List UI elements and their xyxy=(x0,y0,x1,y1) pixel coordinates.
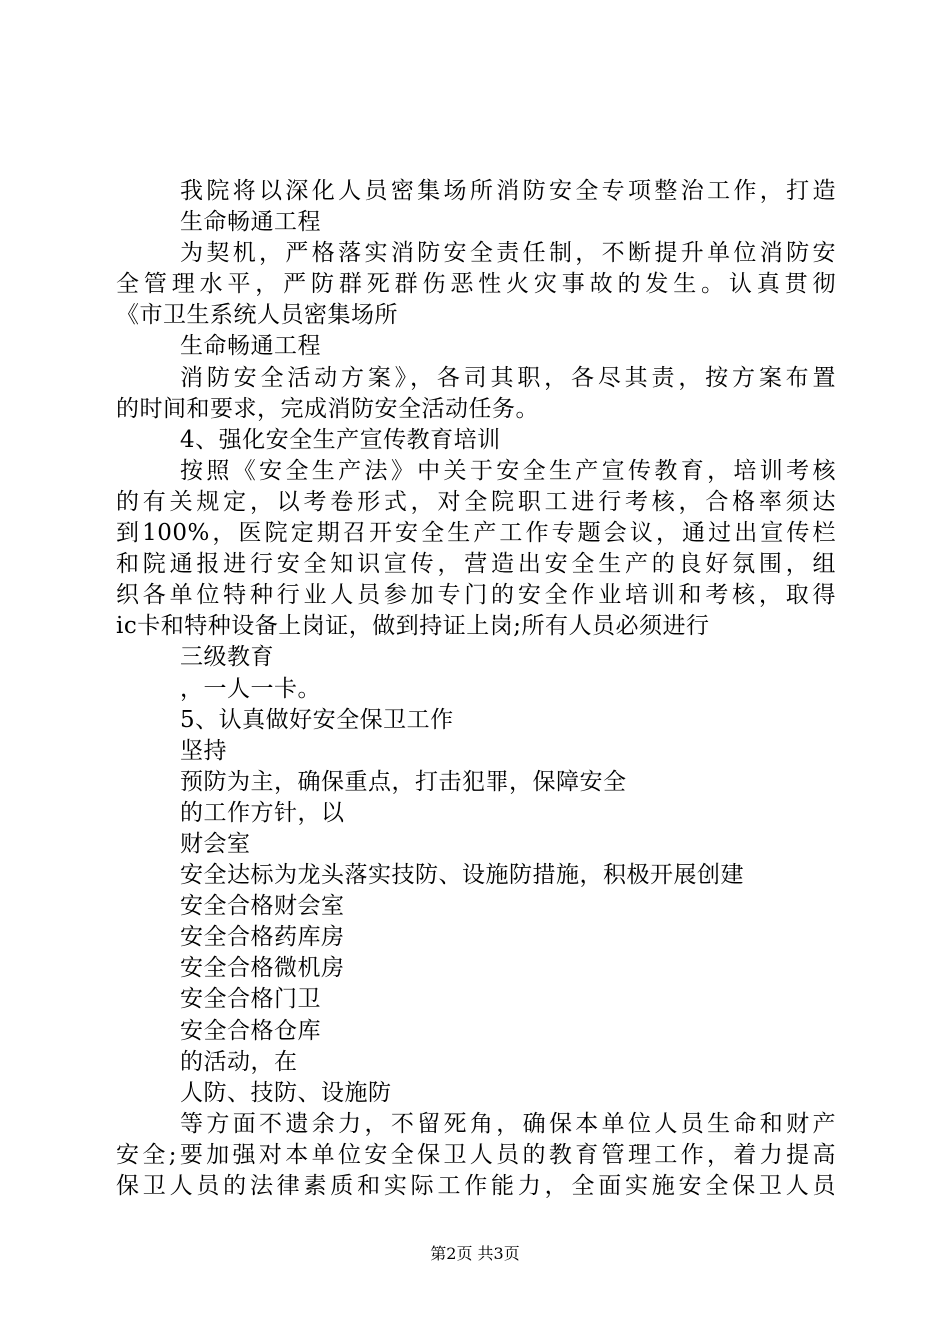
text-line: 安全;要加强对本单位安全保卫人员的教育管理工作，着力提高 xyxy=(116,1141,836,1168)
text-line: 坚持 xyxy=(180,737,227,764)
text-line: 到100%，医院定期召开安全生产工作专题会议，通过出宣传栏 xyxy=(116,520,836,547)
text-line: 生命畅通工程 xyxy=(180,333,321,360)
text-line: 织各单位特种行业人员参加专门的安全作业培训和考核，取得 xyxy=(116,582,836,609)
text-line: 保卫人员的法律素质和实际工作能力，全面实施安全保卫人员 xyxy=(116,1173,836,1199)
text-line: 消防安全活动方案》，各司其职，各尽其责，按方案布置 xyxy=(180,364,836,391)
text-line: 我院将以深化人员密集场所消防安全专项整治工作，打造 xyxy=(180,178,836,204)
text-line: 《市卫生系统人员密集场所 xyxy=(116,302,398,329)
text-line: 的活动，在 xyxy=(180,1048,298,1075)
text-line: 人防、技防、设施防 xyxy=(180,1079,392,1106)
page-number-footer: 第2页 共3页 xyxy=(430,1244,520,1263)
text-line: 预防为主，确保重点，打击犯罪，保障安全 xyxy=(180,768,627,795)
text-line: 的时间和要求，完成消防安全活动任务。 xyxy=(116,395,539,422)
text-line: 安全合格微机房 xyxy=(180,955,345,982)
text-line: 安全合格财会室 xyxy=(180,893,345,920)
text-line: 安全合格仓库 xyxy=(180,1017,321,1044)
text-line: 安全达标为龙头落实技防、设施防措施，积极开展创建 xyxy=(180,862,744,889)
text-line: 和院通报进行安全知识宣传，营造出安全生产的良好氛围，组 xyxy=(116,551,836,578)
text-line: 等方面不遗余力，不留死角，确保本单位人员生命和财产 xyxy=(180,1110,836,1137)
text-line: 的有关规定，以考卷形式，对全院职工进行考核，合格率须达 xyxy=(116,488,836,515)
text-line: 5、认真做好安全保卫工作 xyxy=(180,706,454,733)
text-line: 安全合格药库房 xyxy=(180,924,345,951)
text-line: 4、强化安全生产宣传教育培训 xyxy=(180,426,501,453)
text-line: ic卡和特种设备上岗证，做到持证上岗;所有人员必须进行 xyxy=(116,613,710,640)
document-body xyxy=(116,176,836,1202)
text-line: 的工作方针，以 xyxy=(180,799,345,826)
text-line: 生命畅通工程 xyxy=(180,209,321,236)
text-line: 全管理水平，严防群死群伤恶性火灾事故的发生。认真贯彻 xyxy=(116,271,836,298)
text-line: 三级教育 xyxy=(180,644,274,671)
text-line: 财会室 xyxy=(180,830,251,857)
text-line: 安全合格门卫 xyxy=(180,986,321,1013)
text-line: 按照《安全生产法》中关于安全生产宣传教育，培训考核 xyxy=(180,457,836,484)
text-line: ，一人一卡。 xyxy=(180,675,321,702)
text-line: 为契机，严格落实消防安全责任制，不断提升单位消防安 xyxy=(180,240,836,267)
